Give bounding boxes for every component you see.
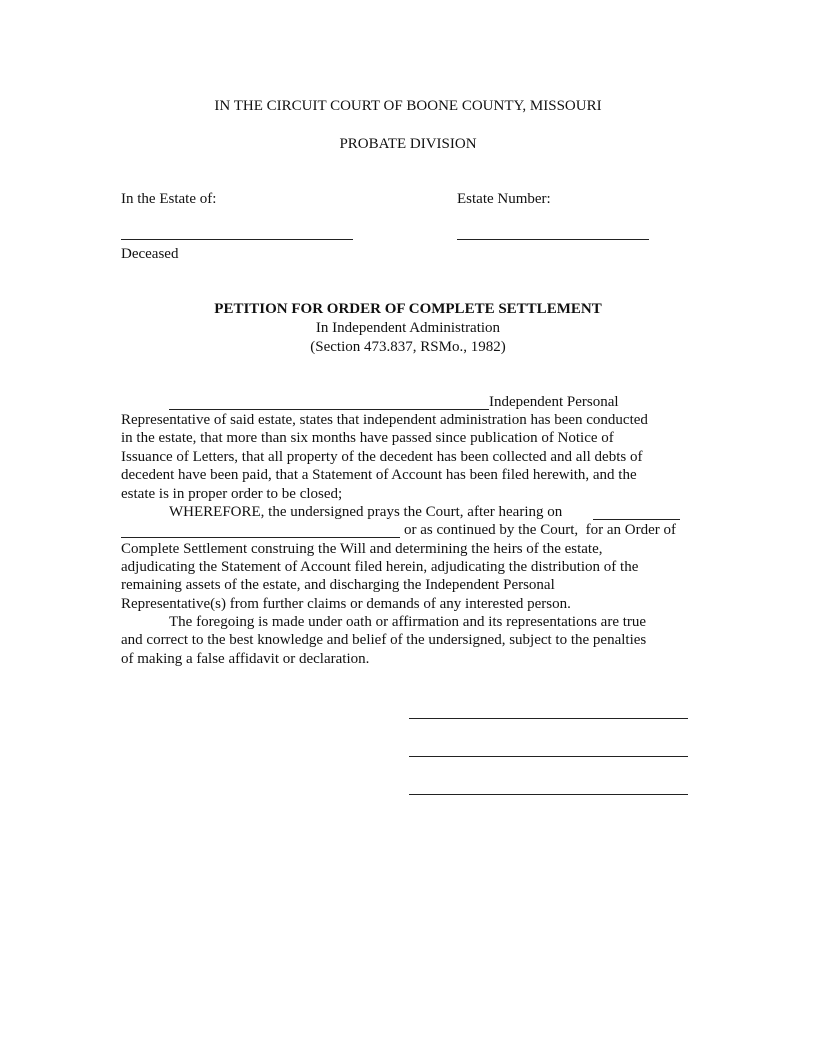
court-heading: IN THE CIRCUIT COURT OF BOONE COUNTY, MISSOURI <box>214 98 602 114</box>
body-p1-line4: Issuance of Letters, that all property of the decedent has been collected and all debts of <box>121 449 643 465</box>
body-p2-line6: Representative(s) from further claims or demands of any interested person. <box>121 596 571 612</box>
body-p1-line2: Representative of said estate, states that independent administration has been conducted <box>121 412 648 428</box>
signature-line[interactable] <box>409 756 688 757</box>
body-p3-line3: of making a false affidavit or declaration. <box>121 651 370 667</box>
body-p1-line3: in the estate, that more than six months have passed since publication of Notice of <box>121 430 614 446</box>
body-p2-line4: adjudicating the Statement of Account filed herein, adjudicating the distribution of the <box>121 559 639 575</box>
petition-subtitle: In Independent Administration <box>315 320 501 336</box>
body-p3-line1: The foregoing is made under oath or affirmation and its representations are true <box>169 614 647 630</box>
hearing-date-blank-continued[interactable] <box>121 537 400 538</box>
petition-title: PETITION FOR ORDER OF COMPLETE SETTLEMENT <box>214 301 602 317</box>
deceased-label: Deceased <box>121 246 179 262</box>
hearing-date-blank[interactable] <box>593 519 680 520</box>
signature-line[interactable] <box>409 794 688 795</box>
personal-representative-blank[interactable] <box>169 409 489 410</box>
signature-line[interactable] <box>409 718 688 719</box>
body-p2-line5: remaining assets of the estate, and discharging the Independent Personal <box>121 577 555 593</box>
decedent-name-blank[interactable] <box>121 239 353 240</box>
estate-number-blank[interactable] <box>457 239 649 240</box>
body-p1-line6: estate is in proper order to be closed; <box>121 486 343 502</box>
body-p2-line1: WHEREFORE, the undersigned prays the Court, after hearing on <box>169 504 563 520</box>
body-p2-line2: or as continued by the Court, for an Order of <box>404 522 677 538</box>
petition-statute: (Section 473.837, RSMo., 1982) <box>310 339 506 355</box>
body-p3-line2: and correct to the best knowledge and belief of the undersigned, subject to the penalties <box>121 632 647 648</box>
body-p1-line5: decedent have been paid, that a Statement of Account has been filed herewith, and the <box>121 467 637 483</box>
division-heading: PROBATE DIVISION <box>339 136 477 152</box>
estate-number-label: Estate Number: <box>457 191 551 207</box>
body-p2-line3: Complete Settlement construing the Will and determining the heirs of the estate, <box>121 541 603 557</box>
body-p1-line1: Independent Personal <box>489 394 619 410</box>
estate-label: In the Estate of: <box>121 191 217 207</box>
